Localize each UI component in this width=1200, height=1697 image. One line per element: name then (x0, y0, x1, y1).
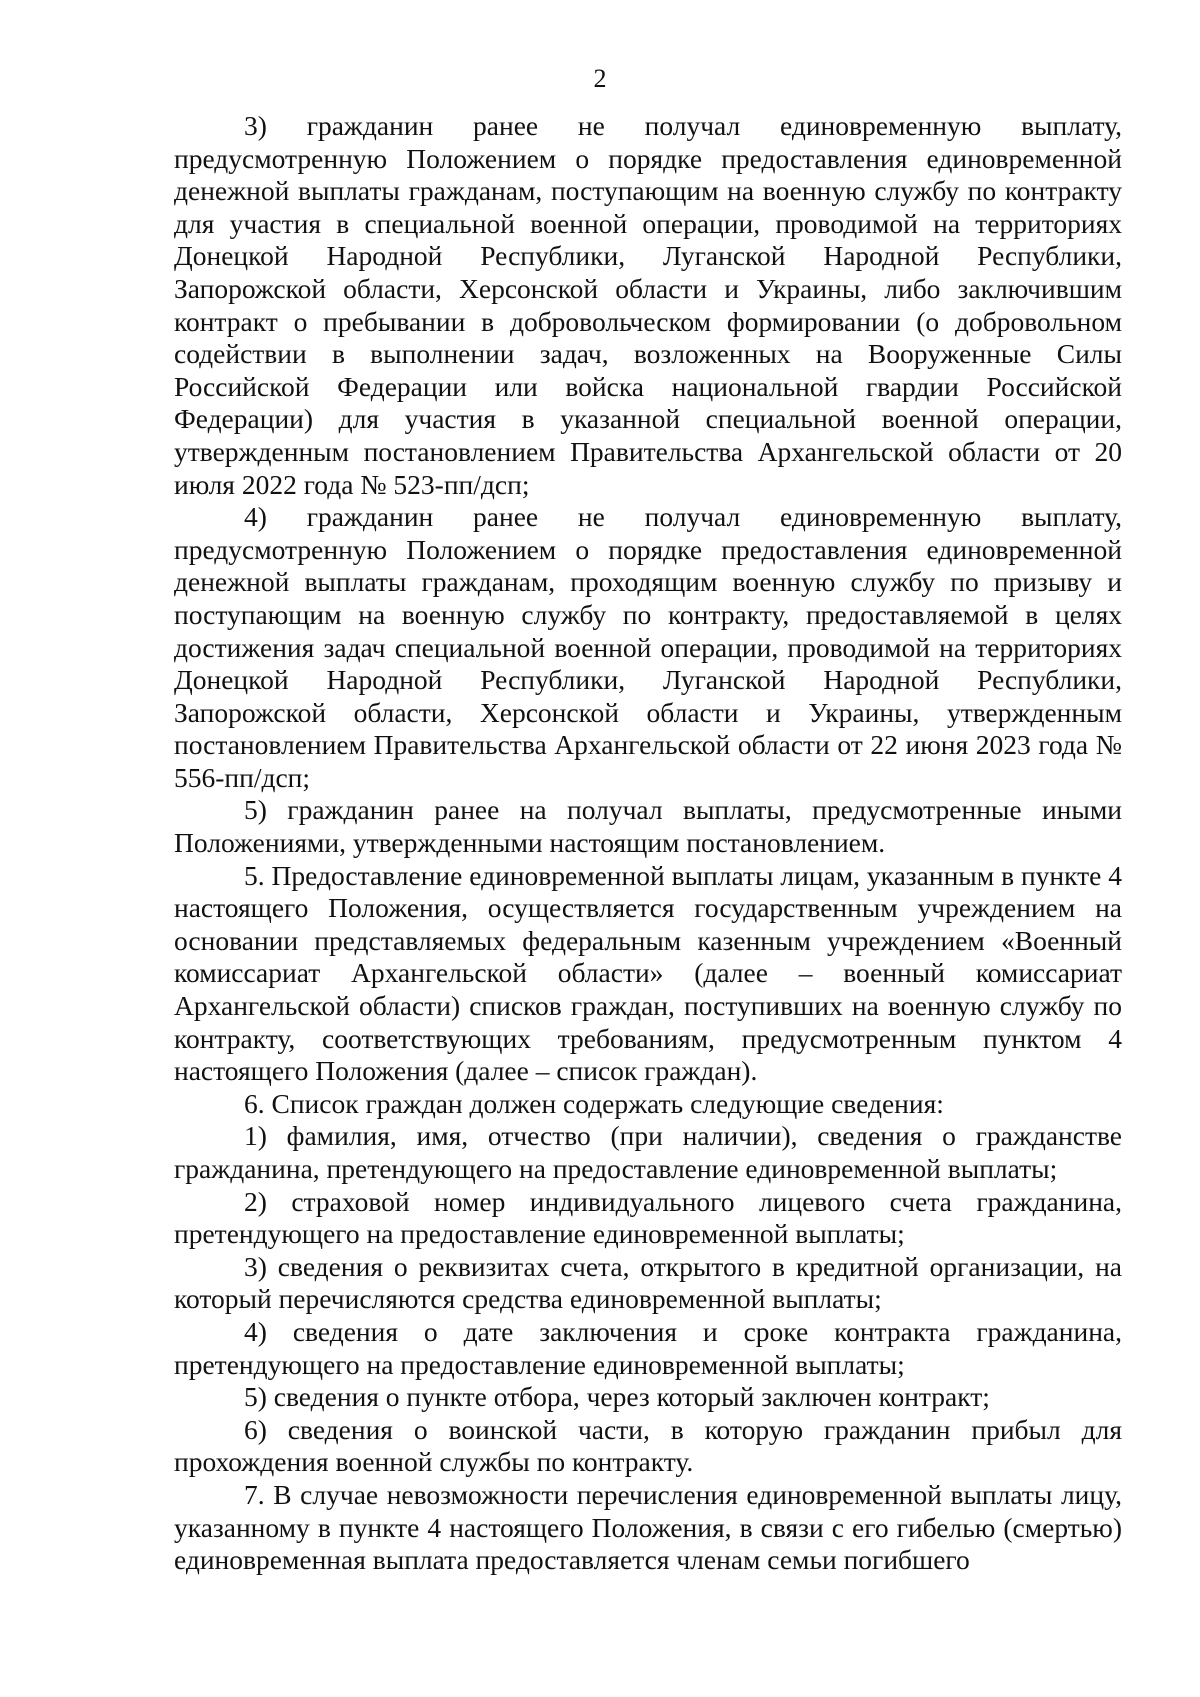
document-body (174, 110, 1122, 1577)
paragraph-clause-6: 6. Список граждан должен содержать следующие сведения: (244, 1087, 944, 1119)
paragraph-clause-5: 5. Предоставление единовременной выплаты лицам, указанным в пункте 4 настоящего Положения, осуществляется государственным учреждением на основании представляемых федеральным казенным учреждением «Военный комиссариат Архангельской области» (далее – военный комиссариат Архангельской области) списков граждан, поступивших на военную службу по контракту, соответствующих требованиям, предусмотренным пунктом 4 настоящего Положения (далее – список граждан). (174, 859, 1122, 1087)
paragraph-list-item-1: 1) фамилия, имя, отчество (при наличии), сведения о гражданстве гражданина, претендующего на предоставление единовременной выплаты; (174, 1120, 1122, 1184)
paragraph-list-item-3: 3) сведения о реквизитах счета, открытого в кредитной организации, на который перечисляются средства единовременной выплаты; (174, 1250, 1122, 1315)
paragraph-list-item-6: 6) сведения о воинской части, в которую гражданин прибыл для прохождения военной службы по контракту. (174, 1413, 1122, 1478)
paragraph-list-item-2: 2) страховой номер индивидуального лицевого счета гражданина, претендующего на предоставление единовременной выплаты; (174, 1185, 1122, 1250)
paragraph-item-3-prior-payment-2022: 3) гражданин ранее не получал единовременную выплату, предусмотренную Положением о порядке предоставления единовременной денежной выплаты гражданам, поступающим на военную службу по контракту для участия в специальной военной операции, проводимой на территориях Донецкой Народной Республики, Луганской Народной Республики, Запорожской области, Херсонской области и Украины, либо заключившим контракт о пребывании в добровольческом формировании (о добровольном содействии в выполнении задач, возложенных на Вооруженные Силы Российской Федерации или войска национальной гвардии Российской Федерации) для участия в указанной специальной военной операции, утвержденным постановлением Правительства Архангельской области от 20 июля 2022 года № 523-пп/дсп; (174, 110, 1122, 500)
paragraph-item-4-prior-payment-2023: 4) гражданин ранее не получал единовременную выплату, предусмотренную Положением о порядке предоставления единовременной денежной выплаты гражданам, проходящим военную службу по призыву и поступающим на военную службу по контракту, предоставляемой в целях достижения задач специальной военной операции, проводимой на территориях Донецкой Народной Республики, Луганской Народной Республики, Запорожской области, Херсонской области и Украины, утвержденным постановлением Правительства Архангельской области от 22 июня 2023 года № 556-пп/дсп; (174, 501, 1122, 793)
paragraph-list-item-5: 5) сведения о пункте отбора, через который заключен контракт; (244, 1381, 990, 1413)
paragraph-list-item-4: 4) сведения о дате заключения и сроке контракта гражданина, претендующего на предоставление единовременной выплаты; (174, 1315, 1122, 1380)
paragraph-clause-7: 7. В случае невозможности перечисления единовременной выплаты лицу, указанному в пункте 4 настоящего Положения, в связи с его гибелью (смертью) единовременная выплата предоставляется членам семьи погибшего (174, 1478, 1122, 1576)
page-number: 2 (593, 64, 607, 93)
paragraph-item-5-other-payments: 5) гражданин ранее на получал выплаты, предусмотренные иными Положениями, утвержденными настоящим постановлением. (174, 794, 1122, 859)
